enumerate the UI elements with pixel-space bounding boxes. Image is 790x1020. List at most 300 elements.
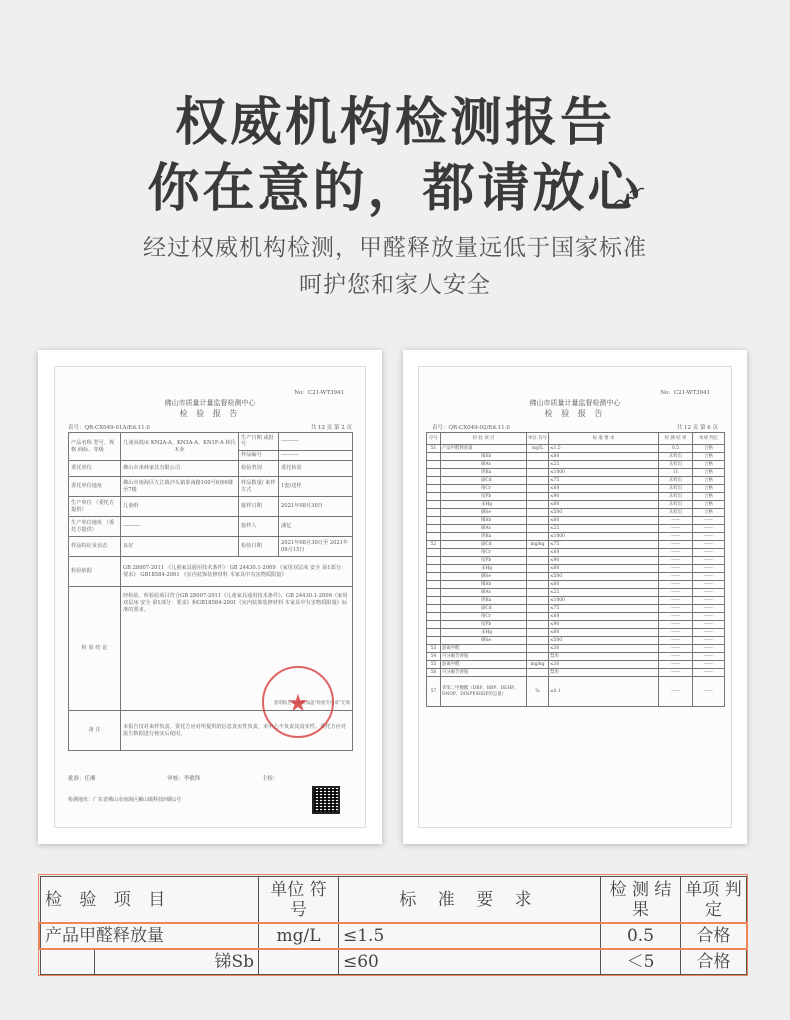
cell-n: 55 [427, 661, 441, 669]
cell-item: 汞Hg [441, 565, 527, 573]
cell-ok: —— [693, 621, 725, 629]
cell-res: 0.5 [659, 445, 693, 453]
table-row [69, 433, 353, 451]
approver: 批准：任湘 [68, 776, 96, 782]
cell-unit [527, 629, 549, 637]
cell-ok: —— [693, 549, 725, 557]
cell-item: 邻苯二甲酸酯（DBP、BBP、DEHP、DNOP、DINP和DIDP的总量） [441, 677, 527, 707]
right-report-document [418, 366, 732, 828]
cell-n [427, 581, 441, 589]
cell-ok: —— [693, 645, 725, 653]
cell-unit [527, 469, 549, 477]
cell-item: 硒Se [441, 637, 527, 645]
cell-n: 52 [427, 541, 441, 549]
field-label: 委托单位地址 [69, 477, 121, 497]
cell-unit: % [527, 677, 549, 707]
cell-res: —— [659, 605, 693, 613]
table-row [427, 493, 725, 501]
cell-item: 可分解芳香胺 [441, 653, 527, 661]
cell-item: 铬Cr [441, 485, 527, 493]
unit-cell [259, 949, 339, 975]
cell-unit [527, 461, 549, 469]
left-report-document [54, 366, 366, 828]
table-row [41, 949, 747, 975]
cell-item: 铅Pb [441, 557, 527, 565]
cell-ok: —— [693, 677, 725, 707]
cell-res: —— [659, 637, 693, 645]
cell-item: 汞Hg [441, 629, 527, 637]
cell-ok: —— [693, 605, 725, 613]
report-org: 佛山市质量计量监督检测中心 [164, 399, 256, 407]
cell-unit [527, 653, 549, 661]
cell-unit [527, 509, 549, 517]
field-value: 佛山市南海区九江镇沙头镇泰南路100号6座6楼至7楼 [121, 477, 239, 497]
cell-n: 53 [427, 645, 441, 653]
subtitle-line2: 呵护您和家人安全 [299, 272, 491, 298]
table-row [427, 669, 725, 677]
cell-std: ≤25 [549, 461, 659, 469]
cell-item: 汞Hg [441, 501, 527, 509]
cell-item: 镉Cd [441, 541, 527, 549]
table-row [427, 605, 725, 613]
field-value: 1套/送样 [279, 477, 353, 497]
table-row [427, 589, 725, 597]
field-label: 备 注 [69, 711, 121, 751]
table-row [427, 677, 725, 707]
cell-ok: —— [693, 597, 725, 605]
cell-item: 锑Sb [441, 517, 527, 525]
cell-ok: —— [693, 517, 725, 525]
page-title-line1: 权威机构检测报告 [174, 93, 615, 153]
cell-ok: —— [693, 629, 725, 637]
cell-unit [527, 605, 549, 613]
cell-res: —— [659, 549, 693, 557]
cell-item: 硒Se [441, 573, 527, 581]
cell-item: 锑Sb [441, 453, 527, 461]
field-label: 样品特征及状态 [69, 537, 121, 557]
field-label: 检验类别 [239, 461, 279, 477]
table-row [427, 613, 725, 621]
cell-ok: 合格 [693, 461, 725, 469]
cell-std: ≤25 [549, 589, 659, 597]
cell-res: —— [659, 525, 693, 533]
table-row [69, 477, 353, 497]
table-row [427, 637, 725, 645]
cell-unit [527, 533, 549, 541]
cell-unit [527, 573, 549, 581]
cell-ok: 合格 [693, 445, 725, 453]
cell-item: 游离甲醛 [441, 661, 527, 669]
verdict-cell: 合格 [681, 923, 747, 949]
cell-n [427, 461, 441, 469]
cell-unit [527, 485, 549, 493]
cell-n [427, 469, 441, 477]
birds-icon [612, 185, 652, 215]
cell-unit: mg/kg [527, 541, 549, 549]
cell-ok: —— [693, 541, 725, 549]
table-row [427, 517, 725, 525]
page-title-line2: 你在意的，都请放心 [147, 159, 643, 219]
form-number: 表号：QR-CX049-02/Ed.11.0 [432, 425, 510, 431]
cell-ok: —— [693, 557, 725, 565]
cell-n [427, 629, 441, 637]
column-header-unit: 单位 符号 [259, 877, 339, 923]
cell-ok: 合格 [693, 469, 725, 477]
field-label: 接样人 [239, 517, 279, 537]
table-row [427, 525, 725, 533]
table-row [69, 461, 353, 477]
report-org: 佛山市质量计量监督检测中心 [529, 399, 621, 407]
cell-item: 钡Ba [441, 469, 527, 477]
cell-unit [527, 525, 549, 533]
table-row [69, 497, 353, 517]
field-value: 潘忆 [279, 517, 353, 537]
cell-unit: mg/kg [527, 661, 549, 669]
cell-res: 未检出 [659, 501, 693, 509]
qr-code-icon [312, 786, 340, 814]
table-row [427, 653, 725, 661]
cell-res: —— [659, 613, 693, 621]
cell-item: 铅Pb [441, 493, 527, 501]
cell-ok: 合格 [693, 453, 725, 461]
column-header: 检 测 结 果 [659, 433, 693, 445]
cell-res: 未检出 [659, 493, 693, 501]
field-value: ---------- [279, 450, 353, 460]
cell-unit [527, 493, 549, 501]
cell-unit [527, 597, 549, 605]
cell-res: 11 [659, 469, 693, 477]
reviewer: 审核：李敏锋 [167, 776, 201, 782]
cell-std: ≤60 [549, 565, 659, 573]
table-row [69, 517, 353, 537]
cell-unit [527, 477, 549, 485]
table-row [427, 453, 725, 461]
cell-res: 未检出 [659, 461, 693, 469]
cell-ok: —— [693, 637, 725, 645]
table-row [69, 557, 353, 587]
cell-ok: 合格 [693, 477, 725, 485]
cell-res: —— [659, 517, 693, 525]
table-row [427, 661, 725, 669]
cell-n: 51 [427, 445, 441, 453]
cell-std: ≤1000 [549, 469, 659, 477]
cell-std: ≤60 [549, 453, 659, 461]
standard-cell: ≤1.5 [339, 923, 601, 949]
cell-item: 产品甲醛释放量 [441, 445, 527, 453]
cell-item: 可分解芳香胺 [441, 669, 527, 677]
table-row [427, 581, 725, 589]
cell-ok: —— [693, 669, 725, 677]
table-row [427, 485, 725, 493]
field-value: 儿童组 [121, 497, 239, 517]
field-value: 本报告仅对来样负责。委托方应对所提供的信息真实性负责，本中心不负责其真实性。委托方应对报告数据进行核实后使用。 [121, 711, 353, 751]
signature-row [68, 774, 352, 782]
result-cell: ＜5 [601, 949, 681, 975]
table-row [427, 477, 725, 485]
column-header: 单位 符号 [527, 433, 549, 445]
cell-std: ≤75 [549, 605, 659, 613]
cell-n: 54 [427, 653, 441, 661]
cell-std: ≤25 [549, 525, 659, 533]
inspection-seal [262, 666, 334, 738]
cell-unit [527, 549, 549, 557]
cell-res: —— [659, 653, 693, 661]
table-row [41, 923, 747, 949]
cell-std: ≤0.1 [549, 677, 659, 707]
cell-item: 铬Cr [441, 613, 527, 621]
field-value: 儿童高低床 KN2A-A、KN3A-A、KN1F-A 林氏木业 [121, 433, 239, 461]
item-cell: 锑Sb [95, 949, 259, 975]
cell-res: —— [659, 573, 693, 581]
cell-item: 镉Cd [441, 477, 527, 485]
cell-item: 砷As [441, 461, 527, 469]
cell-res: 未检出 [659, 453, 693, 461]
cell-n [427, 485, 441, 493]
cell-std: ≤30 [549, 645, 659, 653]
field-label: 检 验 结 论 [69, 587, 121, 711]
cell-ok: —— [693, 613, 725, 621]
field-label: 产品名称 型号、规格 商标、等级 [69, 433, 121, 461]
blank-cell [41, 949, 95, 975]
cell-std: ≤75 [549, 477, 659, 485]
cell-std: ≤75 [549, 541, 659, 549]
cell-n [427, 453, 441, 461]
cell-res: —— [659, 597, 693, 605]
table-row [427, 533, 725, 541]
item-cell: 产品甲醛释放量 [41, 923, 259, 949]
cell-item: 锑Sb [441, 581, 527, 589]
cell-item: 砷As [441, 589, 527, 597]
field-value: 2021年08月30日 [279, 497, 353, 517]
cell-unit [527, 637, 549, 645]
cell-res: —— [659, 541, 693, 549]
cell-res: —— [659, 645, 693, 653]
cell-std: ≤60 [549, 517, 659, 525]
cell-unit [527, 621, 549, 629]
cell-unit: mg/L [527, 445, 549, 453]
cell-std: ≤1000 [549, 533, 659, 541]
form-number: 表号：QR-CX049-01A/Ed.11.0 [68, 425, 150, 431]
cell-std: 禁用 [549, 669, 659, 677]
field-value: 2021年08月30日至 2021年09月15日 [279, 537, 353, 557]
field-value: ---------- [279, 433, 353, 451]
cell-std: ≤1.5 [549, 445, 659, 453]
cell-std: ≤30 [549, 661, 659, 669]
field-value: 良好 [121, 537, 239, 557]
column-header-verdict: 单项 判定 [681, 877, 747, 923]
unit-cell: mg/L [259, 923, 339, 949]
cell-item: 砷As [441, 525, 527, 533]
table-header-row [41, 877, 747, 923]
field-label: 生产单位地址 （委托方提供） [69, 517, 121, 537]
column-header: 检 验 项 目 [441, 433, 527, 445]
cell-std: ≤90 [549, 621, 659, 629]
cell-item: 钡Ba [441, 533, 527, 541]
cell-n [427, 509, 441, 517]
field-value: GB 28007-2011 《儿童家具通用技术条件》 GB 24430.1-2009 《家用双层床 安全 第1部分：要求》 GB18584-2001 《室内装饰装修材料 木家具中有害物质限量》 [121, 557, 353, 587]
cell-std: ≤500 [549, 637, 659, 645]
cell-res: —— [659, 533, 693, 541]
cell-ok: —— [693, 581, 725, 589]
cell-res: —— [659, 581, 693, 589]
field-label: 样品编号 [239, 450, 279, 460]
cell-n: 57 [427, 677, 441, 707]
cell-unit [527, 589, 549, 597]
column-header-item: 检 验 项 目 [41, 877, 259, 923]
report-number: No：C21-WT3941 [660, 390, 710, 396]
cell-n [427, 597, 441, 605]
cell-unit [527, 565, 549, 573]
right-report-frame [403, 350, 747, 844]
table-row [427, 445, 725, 453]
cell-n [427, 557, 441, 565]
cell-unit [527, 645, 549, 653]
cell-ok: —— [693, 661, 725, 669]
star-icon: ★ [287, 689, 309, 717]
field-label: 检验依据 [69, 557, 121, 587]
cell-std: ≤500 [549, 509, 659, 517]
table-header-row [427, 433, 725, 445]
cell-item: 钡Ba [441, 597, 527, 605]
cell-n: 56 [427, 669, 441, 677]
table-row [427, 509, 725, 517]
cell-res: —— [659, 621, 693, 629]
cell-std: ≤60 [549, 581, 659, 589]
cell-res: 未检出 [659, 509, 693, 517]
field-value: 佛山市承林家具有限公司 [121, 461, 239, 477]
cell-n [427, 637, 441, 645]
column-header: 标 准 要 求 [549, 433, 659, 445]
cell-std: ≤500 [549, 573, 659, 581]
cell-n [427, 517, 441, 525]
table-row [427, 565, 725, 573]
subtitle-line1: 经过权威机构检测，甲醛释放量远低于国家标准 [143, 235, 647, 261]
cell-item: 镉Cd [441, 605, 527, 613]
table-row [427, 597, 725, 605]
cell-n [427, 605, 441, 613]
table-row [69, 537, 353, 557]
cell-std: ≤90 [549, 557, 659, 565]
cell-item: 硒Se [441, 509, 527, 517]
cell-n [427, 565, 441, 573]
cell-res: —— [659, 677, 693, 707]
cell-n [427, 589, 441, 597]
standard-cell: ≤60 [339, 949, 601, 975]
cell-n [427, 533, 441, 541]
table-row [427, 557, 725, 565]
page-indicator: 共 12 页 第 6 页 [676, 425, 718, 431]
report-title: 检 验 报 告 [544, 409, 606, 418]
cell-ok: 合格 [693, 501, 725, 509]
cell-unit [527, 501, 549, 509]
column-header: 单项 判定 [693, 433, 725, 445]
cell-std: ≤1000 [549, 597, 659, 605]
field-value: 委托检验 [279, 461, 353, 477]
verdict-cell: 合格 [681, 949, 747, 975]
conclusion-text: 经检验，所检验项目符合GB 28007-2011《儿童家具通用技术条件》、GB 24430.1-2009《家用双层床 安全 第1部分：要求》和GB18584-2001《室内装饰装修材料 木家具中有害物质限量》标准的要求。 [123, 593, 348, 613]
main-inspector: 主检： [262, 776, 279, 782]
result-cell: 0.5 [601, 923, 681, 949]
cell-item: 铬Cr [441, 549, 527, 557]
cell-unit [527, 557, 549, 565]
cell-ok: —— [693, 533, 725, 541]
cell-res: —— [659, 669, 693, 677]
cell-unit [527, 669, 549, 677]
cell-n [427, 613, 441, 621]
table-row [427, 461, 725, 469]
field-label: 检验日期 [239, 537, 279, 557]
cell-n [427, 493, 441, 501]
cell-ok: 合格 [693, 485, 725, 493]
cell-n [427, 549, 441, 557]
cell-unit [527, 581, 549, 589]
cell-ok: —— [693, 589, 725, 597]
cell-res: 未检出 [659, 477, 693, 485]
table-row [427, 573, 725, 581]
cell-item: 游离甲醛 [441, 645, 527, 653]
field-label: 接样日期 [239, 497, 279, 517]
report-title: 检 验 报 告 [179, 409, 241, 418]
table-row [427, 501, 725, 509]
cell-ok: —— [693, 653, 725, 661]
cell-n [427, 621, 441, 629]
field-label: 生产日期 或批号 [239, 433, 279, 451]
cell-n [427, 525, 441, 533]
cell-ok: —— [693, 565, 725, 573]
cell-res: —— [659, 589, 693, 597]
cell-ok: —— [693, 525, 725, 533]
cell-res: 未检出 [659, 485, 693, 493]
table-row [427, 469, 725, 477]
field-value: ---------- [121, 517, 239, 537]
cell-res: —— [659, 557, 693, 565]
results-table [426, 432, 725, 707]
cell-res: —— [659, 629, 693, 637]
cell-std: ≤60 [549, 613, 659, 621]
table-row [427, 645, 725, 653]
seal-note: 复印报告未重新加盖"检验专用章"无效 [273, 701, 350, 707]
column-header-result: 检 测 结 果 [601, 877, 681, 923]
cell-ok: 合格 [693, 509, 725, 517]
cell-std: ≤60 [549, 501, 659, 509]
column-header: 序号 [427, 433, 441, 445]
cell-std: ≤90 [549, 493, 659, 501]
table-row [427, 621, 725, 629]
cell-ok: 合格 [693, 493, 725, 501]
field-label: 委托单位 [69, 461, 121, 477]
cell-item: 铅Pb [441, 621, 527, 629]
cell-std: 禁用 [549, 653, 659, 661]
cell-std: ≤60 [549, 549, 659, 557]
column-header-standard: 标 准 要 求 [339, 877, 601, 923]
field-label: 样品数量/ 来样方式 [239, 477, 279, 497]
left-report-frame [38, 350, 382, 844]
test-address: 检测地址：广东省佛山市南海区狮山镇科技西路2号 [68, 797, 182, 803]
table-row [427, 541, 725, 549]
page-indicator: 共 12 页 第 2 页 [310, 425, 352, 431]
cell-ok: —— [693, 573, 725, 581]
table-row [427, 549, 725, 557]
cell-res: —— [659, 661, 693, 669]
cell-std: ≤60 [549, 485, 659, 493]
cell-n [427, 501, 441, 509]
zoomed-results-table [40, 876, 747, 975]
report-number: No：C21-WT3941 [294, 390, 344, 396]
cell-n [427, 573, 441, 581]
table-row [427, 629, 725, 637]
cell-unit [527, 517, 549, 525]
cell-std: ≤60 [549, 629, 659, 637]
